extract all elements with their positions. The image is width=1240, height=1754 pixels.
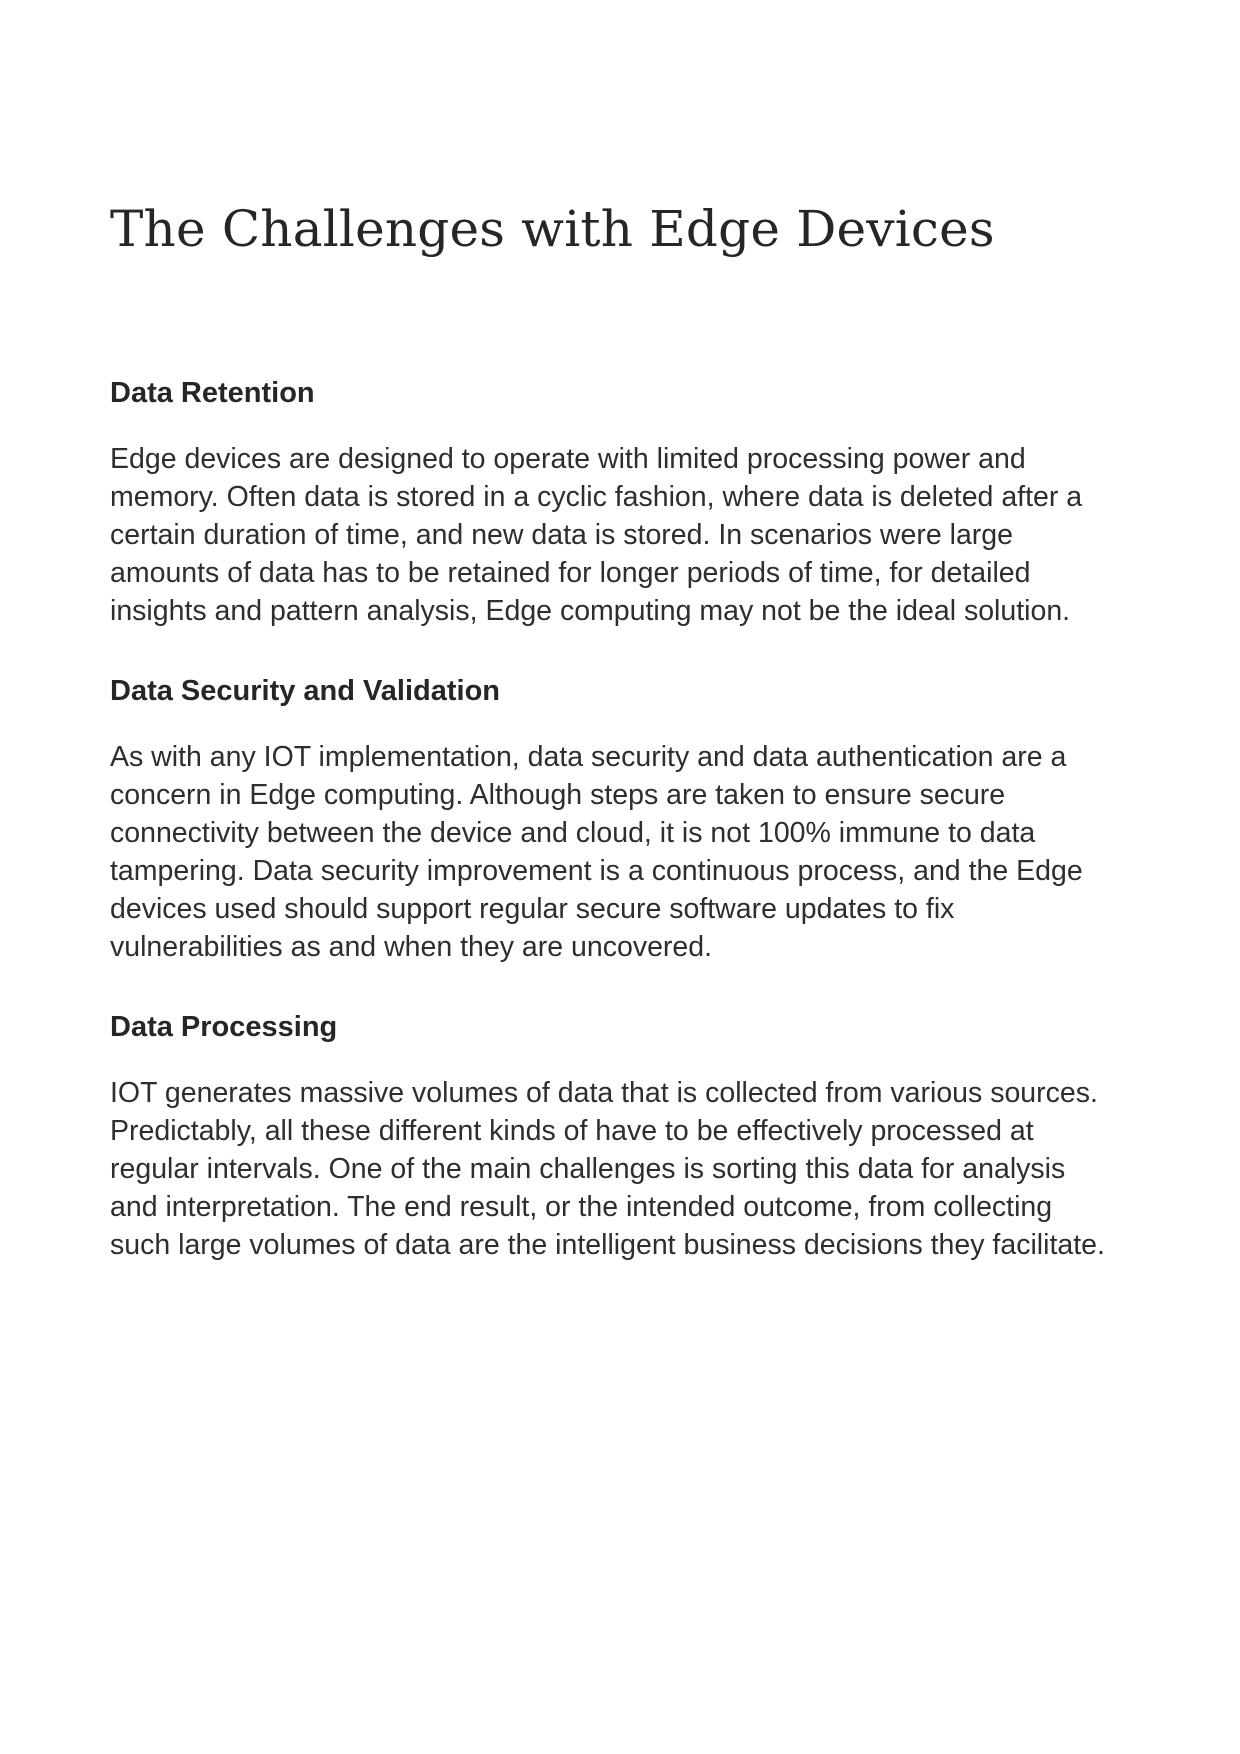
section-body: Edge devices are designed to operate with limited processing power and memory. Often data is stored in a cyclic fashion, where data is deleted after a certain duration of time, and new data is stored. In scenarios were large amounts of data has to be retained for longer periods of time, for detailed insights and pattern analysis, Edge computing may not be the ideal solution. — [110, 443, 1083, 627]
section-data-security-validation — [110, 672, 1110, 966]
page-title: The Challenges with Edge Devices — [110, 200, 995, 258]
section-heading: Data Processing — [110, 1011, 338, 1043]
section-data-processing — [110, 1008, 1110, 1264]
section-heading: Data Retention — [110, 377, 315, 409]
section-data-retention — [110, 374, 1110, 630]
section-body: As with any IOT implementation, data security and data authentication are a concern in Edge computing. Although steps are taken to ensure secure connectivity between the device and cloud, it is not 100% immune to data tampering. Data security improvement is a continuous process, and the Edge devices used should support regular secure software updates to fix vulnerabilities as and when they are uncovered. — [110, 741, 1083, 963]
section-body: IOT generates massive volumes of data that is collected from various sources. Predictably, all these different kinds of have to be effectively processed at regular intervals. One of the main challenges is sorting this data for analysis and interpretation. The end result, or the intended outcome, from collecting such large volumes of data are the intelligent business decisions they facilitate. — [110, 1077, 1105, 1261]
section-heading: Data Security and Validation — [110, 675, 500, 707]
content-sections — [110, 374, 1110, 1306]
